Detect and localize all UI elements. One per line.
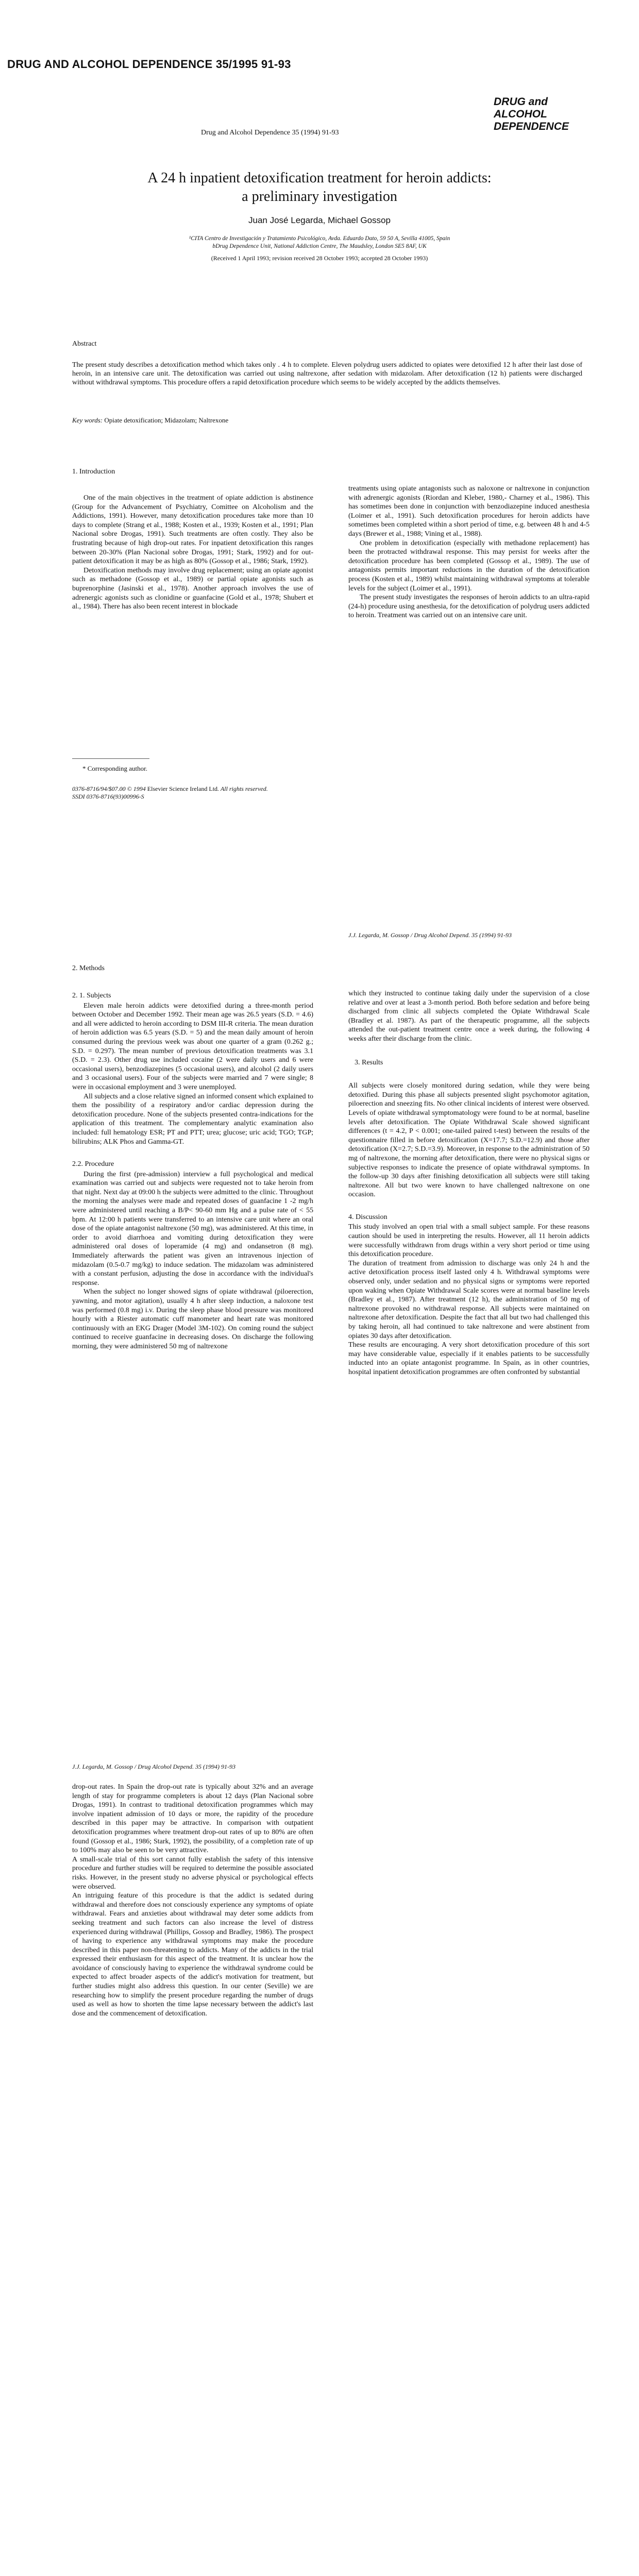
page-3-running-header: J.J. Legarda, M. Gossop / Drug Alcohol Depend. 35 (1994) 91-93: [72, 1763, 236, 1770]
article-title: [0, 169, 639, 206]
paragraph: The duration of treatment from admission to discharge was only 24 h and the active detoxification process itself lasted only 4 h. Withdrawal symptoms were observed only, under sedation and no physical signs or symptoms were reported upon waking when Opiate Withdrawal Scale scores were at normal baseline levels (Bradley et al., 1987). After treatment (12 h), the administration of 50 mg of naltrexone provoked no withdrawal response. All subjects were maintained on naltrexone after detoxification. Despite the fact that all but two had challenged this by taking heroin, all had continued to take naltrexone and were abstinent from opiates 30 days after detoxification.: [348, 1259, 590, 1340]
abstract-heading: Abstract: [72, 340, 97, 348]
journal-logo: [494, 96, 569, 133]
procedure-heading: 2.2. Procedure: [72, 1160, 114, 1168]
abstract-text: The present study describes a detoxification method which takes only . 4 h to complete. Eleven polydrug users addicted to opiates were detoxified 12 h after their last dose of heroin, in an intensive care unit. The detoxification was carried out using naltrexone, after sedation with midazolam. After detoxification (12 h) patients were discharged without withdrawal symptoms. This procedure offers a rapid detoxification procedure which seems to be widely accepted by the addicts themselves.: [72, 361, 582, 386]
affiliations: [0, 235, 639, 250]
title-line-1: A 24 h inpatient detoxification treatment for heroin addicts:: [147, 170, 492, 186]
paragraph: All subjects were closely monitored during sedation, while they were being detoxified. During this phase all subjects presented slight psychomotor agitation, piloerection and sneezing fits. No other clinical incidents of interest were observed. Levels of opiate withdrawal symptomatology were found to be at normal, baseline levels after detoxification. The Opiate Withdrawal Scale showed significant differences (t = 4.2, P < 0.001; one-tailed paired t-test) between the results of the questionnaire filled in before detoxification (X=17.7; S.D.=12.9) and those after detoxification (X=2.7; S.D.=3.9). Moreover, in response to the administration of 50 mg of naltrexone, the morning after detoxification, there were no physical signs or subjective responses to indicate the presence of opiate withdrawal symptoms. In the follow-up 30 days after finishing detoxification all subjects were still taking naltrexone. All but two were known to have challenged naltrexone on one occasion.: [348, 1082, 590, 1199]
rights: . All rights reserved.: [217, 785, 268, 792]
copyright-notice: [72, 785, 268, 801]
publisher: Elsevier Science Ireland Ltd: [147, 785, 218, 792]
keywords-label: Key words:: [72, 416, 103, 424]
journal-logo-line-2: ALCOHOL: [494, 108, 547, 120]
paragraph: Detoxification methods may involve drug replacement; using an opiate agonist such as methadone (Gossop et al., 1989) or partial opiate agonists such as buprenorphine (Jasinski et al., 1978). Another approach involves the use of adrenergic agonists such as clonidine or guanfacine (Gold et al., 1978; Shubert et al., 1984). There has also been recent interest in blockade: [72, 566, 313, 611]
page-3-column: [72, 1783, 313, 2018]
paragraph: One problem in detoxification (especially with methadone replacement) has been the protracted withdrawal response. This may persist for weeks after the detoxification procedure has been completed (Gossop et al., 1989). The use of antagonists permits important reductions in the duration of the detoxification process (Kosten et al., 1989) whilst maintaining withdrawal symptoms at tolerable levels for the subject (Loimer et al., 1991).: [348, 539, 590, 592]
title-line-2: a preliminary investigation: [242, 189, 397, 205]
introduction-left-column: [72, 494, 313, 612]
copyright-code: 0376-8716/94/$07.00 © 1994: [72, 785, 147, 792]
paragraph: All subjects and a close relative signed an informed consent which explained to them the possibility of a respiratory and/or cardiac depression during the detoxification procedure. None of the subjects presented contra-indications for the application of this treatment. The complementary analytic examination also included: full hematology ESR; PT and PTT; urea; glucose; uric acid; TGO; TGP; bilirubins; ALK Phos and Gamma-GT.: [72, 1092, 313, 1146]
affiliation-1: ¹CITA Centro de Investigación y Tratamiento Psicológico, Avda. Eduardo Dato, 59 50 A, Sevilla 41005, Spain: [189, 235, 450, 242]
methods-left-column: [72, 991, 313, 1351]
introduction-right-column: [348, 484, 590, 620]
methods-heading: 2. Methods: [72, 964, 105, 972]
paragraph: drop-out rates. In Spain the drop-out rate is typically about 32% and an average length of stay for programme completers is about 12 days (Plan Nacional sobre Drogas, 1991). In contrast to traditional detoxification programmes which may involve inpatient admission of 10 days or more, the rapidity of the procedure described in this paper may be attractive. In comparison with outpatient detoxification programmes where treatment drop-out rates of up to 80% are often found (Gossop et al., 1986; Stark, 1992), the possibility, of a completion rate of up to 100% may also be seen to be very attractive.: [72, 1783, 313, 1855]
page-2-running-header: J.J. Legarda, M. Gossop / Drug Alcohol Depend. 35 (1994) 91-93: [348, 931, 512, 939]
introduction-heading: 1. Introduction: [72, 468, 115, 476]
copyright-line: [72, 785, 268, 793]
methods-right-column: [348, 989, 590, 1377]
affiliation-2: bDrug Dependence Unit, National Addiction Centre, The Maudsley, London SE5 8AF, UK: [212, 243, 427, 249]
journal-banner: DRUG AND ALCOHOL DEPENDENCE 35/1995 91-93: [7, 58, 291, 71]
subjects-heading: 2. 1. Subjects: [72, 992, 111, 999]
paragraph: Eleven male heroin addicts were detoxified during a three-month period between October and December 1992. Their mean age was 26.5 years (S.D. = 4.6) and all were addicted to heroin according to DSM III-R criteria. The mean duration of heroin addiction was 6.5 years (S.D. = 5) and the mean daily amount of heroin consumed during the previous week was about one quarter of a gram (0.262 g.; S.D. = 0.297). The mean number of previous detoxification treatments was 3.1 (S.D. = 2.3). Other drug use included cocaine (2 were daily users and 6 were occasional users), benzodiazepines (5 occasional users), and alcohol (2 daily users and 3 occasional users). Four of the subjects were married and 7 were single; 8 were in occasional employment and 3 were unemployed.: [72, 1002, 313, 1091]
paragraph: treatments using opiate antagonists such as naloxone or naltrexone in conjunction with adrenergic agonists (Riordan and Kleber, 1980,- Charney et al., 1986). This has sometimes been done in conjunction with benzodiazepine induced anesthesia (Loimer et al., 1991). Such detoxification procedures for heroin addicts have sometimes been completed within a short period of time, e.g. between 48 h and 4-5 days (Brewer et al., 1988; Vining et al., 1988).: [348, 485, 590, 538]
results-heading: 3. Results: [355, 1058, 383, 1066]
paragraph: When the subject no longer showed signs of opiate withdrawal (piloerection, yawning, and motor agitation), usually 4 h after sleep induction, a naloxone test was performed (0.8 mg) i.v. During the sleep phase blood pressure was monitored hourly with a Riester automatic cuff manometer and heart rate was monitored continuously with an EKG Drager (Model 3M-102). On coming round the subject continued to receive guanfacine in decreasing doses. On discharge the following morning, they were administered 50 mg of naltrexone: [72, 1288, 313, 1350]
authors: Juan José Legarda, Michael Gossop: [248, 215, 391, 225]
discussion-heading: 4. Discussion: [348, 1213, 388, 1221]
received-dates: (Received 1 April 1993; revision received 28 October 1993; accepted 28 October 1993): [211, 255, 428, 262]
paragraph: which they instructed to continue taking daily under the supervision of a close relative and over at least a 3-month period. Both before sedation and before being discharged from clinic all subjects completed the Opiate Withdrawal Scale (Bradley et al. 1987). As part of the therapeutic programme, all the subjects attended the out-patient treatment centre once a week during, the following 4 weeks after their discharge from the clinic.: [348, 990, 590, 1043]
paragraph: An intriguing feature of this procedure is that the addict is sedated during withdrawal and therefore does not consciously experience any symptoms of opiate withdrawal. Fears and anxieties about withdrawal may deter some addicts from seeking treatment and such factors can also increase the level of distress experienced during withdrawal (Phillips, Gossop and Bradley, 1986). The prospect of having to experience any withdrawal symptoms may make the procedure described in this paper non-threatening to addicts. Many of the addicts in the trial expressed their enthusiasm for this aspect of the treatment. It is unclear how the avoidance of consciously having to experience the withdrawal syndrome could be expected to affect broader aspects of the addict's motivation for treatment, but further studies might also address this question. In our center (Seville) we are researching how to simplify the present procedure regarding the number of drugs used as well as how to shorten the time lapse necessary between the addict's last dose and the commencement of detoxification.: [72, 1892, 313, 2018]
paragraph: These results are encouraging. A very short detoxification procedure of this sort may have considerable value, especially if it enables patients to be successfully inducted into an opiate antagonist programme. In Spain, as in other countries, hospital inpatient detoxification programmes are often confronted by substantial: [348, 1341, 590, 1376]
ssdi-line: SSDI 0376-8716(93)00996-S: [72, 793, 144, 800]
corresponding-author-note: * Corresponding author.: [82, 765, 148, 772]
footnote-divider: [72, 758, 149, 759]
paragraph: The present study investigates the responses of heroin addicts to an ultra-rapid (24-h) procedure using anesthesia, for the detoxification of polydrug users addicted to heroin. Treatment was carried out on an intensive care unit.: [348, 594, 590, 620]
keywords-list: Opiate detoxification; Midazolam; Naltrexone: [103, 416, 229, 424]
journal-logo-line-3: DEPENDENCE: [494, 121, 569, 132]
paragraph: A small-scale trial of this sort cannot fully establish the safety of this intensive procedure and further studies will be required to determine the possible associated risks. However, in the present study no adverse physical or psychological effects were observed.: [72, 1855, 313, 1891]
keywords: [72, 416, 582, 425]
journal-logo-line-1: DRUG and: [494, 96, 548, 108]
running-header: Drug and Alcohol Dependence 35 (1994) 91-93: [201, 129, 339, 137]
paragraph: One of the main objectives in the treatment of opiate addiction is abstinence (Group for the Advancement of Psychiatry, Comittee on Alcoholism and the Addictions, 1991). However, many detoxification procedures take more than 10 days to complete (Strang et al., 1988; Kosten et al., 1939; Kosten et al., 1991; Plan Nacional sobre Drogas, 1991). Such treatments are often costly. They also be frustrating because of high drop-out rates. For inpatient detoxification this ranges between 20-30% (Plan Nacional sobre Drogas, 1991; Stark, 1992) and for out-patient detoxification it may be as high as 80% (Gossop et al., 1986; Stark, 1992).: [72, 494, 313, 566]
paragraph: During the first (pre-admission) interview a full psychological and medical examination was carried out and subjects were requested not to take heroin from that night. Next day at 09:00 h the subjects were admitted to the clinic. Throughout the morning the analyses were made and repeated doses of guanfacine 1 -2 mg/h were administered until reaching a B/P< 90-60 mm Hg and a pulse rate of < 55 bpm. At 12:00 h patients were transferred to an intensive care unit where an oral dose of the opiate antagonist naltrexone (50 mg), was administered. At this time, in order to avoid diarrhoea and vomiting during detoxification they were administered oral doses of loperamide (4 mg) and ondansetron (8 mg). Immediately afterwards the patient was given an intravenous injection of midazolam (0.5-0.7 mg/kg) to induce sedation. The midazolam was administered with a constant perfusion, adjusting the dose in accordance with the individual's response.: [72, 1170, 313, 1287]
paragraph: This study involved an open trial with a small subject sample. For these reasons caution should be used in interpreting the results. However, all 11 heroin addicts were successfully withdrawn from drugs within a very short period or time using this detoxification procedure.: [348, 1223, 590, 1259]
